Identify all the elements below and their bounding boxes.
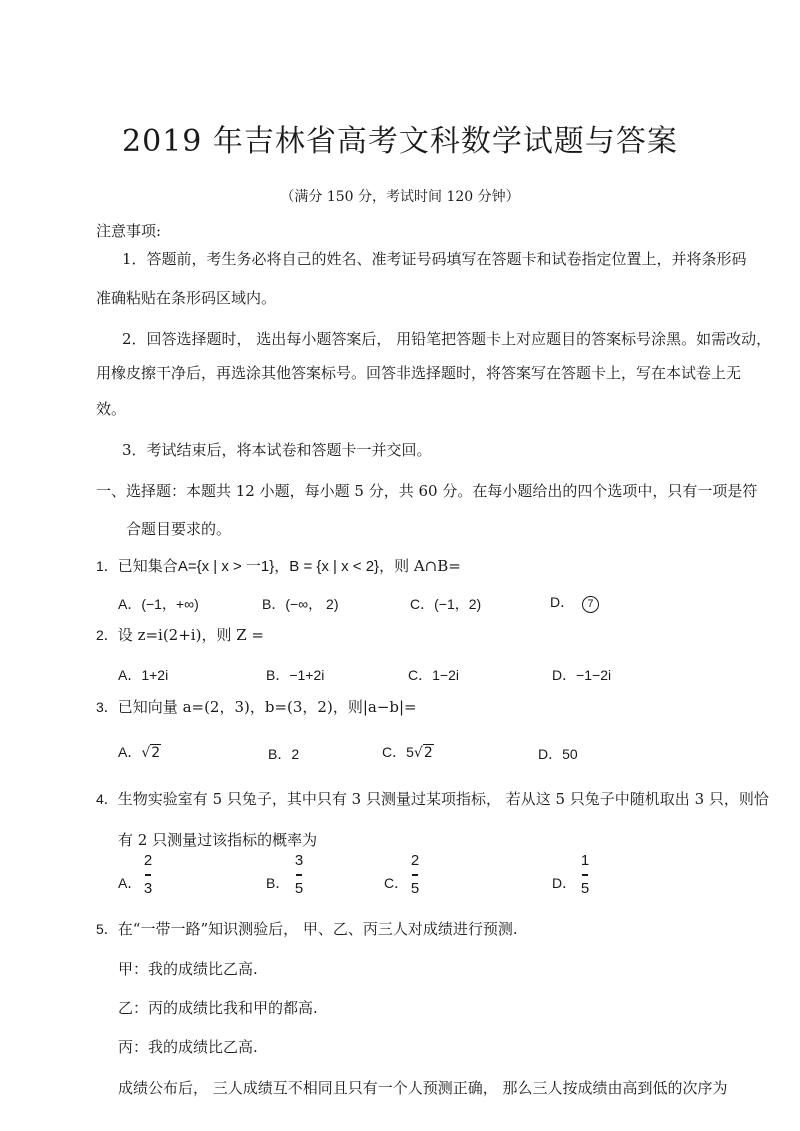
- question-4-stem-line-1: [96, 788, 769, 809]
- question-4-option-b-fraction: [292, 852, 306, 898]
- statement-bing: 丙：我的成绩比乙高.: [118, 1038, 258, 1056]
- statement-yi: 乙：丙的成绩比我和甲的都高.: [118, 999, 318, 1017]
- question-number: 3．: [96, 699, 118, 715]
- question-2-text: 设 z=i(2+i)，则 Z =: [117, 626, 264, 644]
- question-1-stem: [96, 555, 461, 576]
- radicand: 2: [423, 745, 433, 761]
- denominator: 5: [580, 880, 590, 897]
- question-3-option-b: B．2: [268, 746, 300, 762]
- question-2-option-c: C．1−2i: [408, 667, 459, 683]
- question-5-conclusion: 成绩公布后， 三人成绩互不相同且只有一个人预测正确， 那么三人按成绩由高到低的次序为: [118, 1079, 728, 1097]
- option-c-label: C．5: [382, 744, 414, 760]
- question-4-option-a-label: A．: [118, 875, 142, 891]
- notice-item-1-line-1: 1．答题前，考生务必将自己的姓名、准考证号码填写在答题卡和试卷指定位置上，并将条形码: [122, 250, 747, 268]
- question-3-option-d: D．50: [538, 746, 578, 762]
- page-title: 2019 年吉林省高考文科数学试题与答案: [122, 124, 678, 159]
- fraction-bar: [582, 874, 588, 876]
- notice-item-2-line-1: 2．回答选择题时， 选出每小题答案后， 用铅笔把答题卡上对应题目的答案标号涂黑。如需改动，: [122, 330, 772, 348]
- question-2-option-d: D．−1−2i: [552, 667, 612, 683]
- question-1-option-a: A．(−1，+∞): [118, 596, 199, 612]
- fraction-bar: [145, 874, 151, 876]
- question-number: 2．: [96, 627, 118, 643]
- denominator: 3: [143, 880, 153, 897]
- radicand: 2: [151, 745, 161, 761]
- question-2-option-b: B．−1+2i: [266, 667, 325, 683]
- question-2-option-a: A．1+2i: [118, 667, 169, 683]
- question-4-option-b-label: B．: [266, 875, 290, 891]
- question-1-option-c: C．(−1，2): [410, 596, 482, 612]
- sqrt-symbol: √2: [141, 745, 161, 761]
- circled-seven: 7: [582, 596, 599, 613]
- fraction-bar: [296, 874, 302, 876]
- question-1-stem-a: 已知集合: [117, 557, 178, 575]
- question-1-option-b: B．(−∞， 2): [262, 596, 339, 612]
- question-1-sets: A={x | x > 一1}，B = {x | x < 2}: [177, 558, 380, 575]
- question-3-option-a: [118, 742, 161, 762]
- denominator: 5: [294, 880, 304, 897]
- question-4-option-a-fraction: [141, 852, 155, 898]
- option-d-label: D．: [550, 594, 575, 610]
- fraction-bar: [412, 874, 418, 876]
- question-4-option-d-label: D．: [552, 875, 577, 891]
- question-number: 5．: [96, 921, 118, 937]
- question-number: 4．: [96, 791, 118, 807]
- notice-item-3: 3．考试结束后，将本试卷和答题卡一并交回。: [122, 441, 432, 459]
- question-number: 1．: [96, 558, 118, 574]
- question-3-stem: [96, 696, 417, 717]
- question-1-stem-c: ，则 A∩B=: [379, 557, 461, 575]
- numerator: 3: [294, 852, 304, 869]
- question-5-stem: [96, 918, 518, 939]
- numerator: 2: [410, 852, 420, 869]
- question-3-option-c: [382, 742, 434, 762]
- question-4-option-c-label: C．: [384, 875, 409, 891]
- option-a-label: A．: [118, 744, 142, 760]
- numerator: 1: [580, 852, 590, 869]
- exam-info: （满分 150 分，考试时间 120 分钟）: [280, 189, 520, 205]
- notice-item-2-line-2: 用橡皮擦干净后，再选涂其他答案标号。回答非选择题时，将答案写在答题卡上，写在本试卷上无: [96, 364, 742, 382]
- question-1-option-d: [550, 592, 599, 613]
- section-heading-line-1: 一、选择题：本题共 12 小题，每小题 5 分，共 60 分。在每小题给出的四个选项中，只有一项是符: [96, 482, 758, 500]
- sqrt-symbol: √2: [413, 745, 433, 761]
- denominator: 5: [410, 880, 420, 897]
- notice-item-2-line-3: 效。: [96, 400, 127, 418]
- question-3-text: 已知向量 a=(2，3)，b=(3，2)，则|a−b|=: [117, 698, 417, 716]
- question-5-text: 在“一带一路”知识测验后， 甲、乙、丙三人对成绩进行预测.: [117, 920, 518, 938]
- question-4-option-d-fraction: [578, 852, 592, 898]
- question-4-option-c-fraction: [408, 852, 422, 898]
- statement-jia: 甲：我的成绩比乙高.: [118, 960, 258, 978]
- section-heading-line-2: 合题目要求的。: [126, 520, 232, 538]
- notice-heading: 注意事项:: [96, 222, 162, 240]
- question-4-text: 生物实验室有 5 只兔子，其中只有 3 只测量过某项指标， 若从这 5 只兔子中随机取出 3 只，则恰: [117, 790, 769, 808]
- numerator: 2: [143, 852, 153, 869]
- question-2-stem: [96, 624, 264, 645]
- notice-item-1-line-2: 准确粘贴在条形码区域内。: [96, 289, 277, 307]
- question-4-stem-line-2: 有 2 只测量过该指标的概率为: [118, 831, 318, 849]
